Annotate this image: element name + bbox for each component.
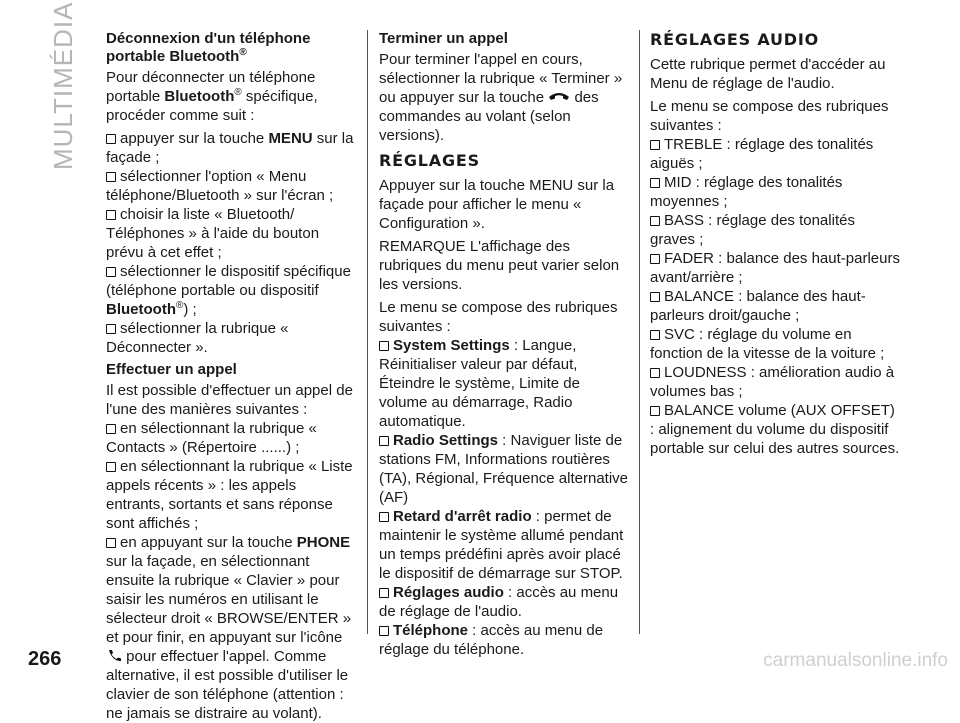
hang-up-icon xyxy=(548,90,570,102)
paragraph-end-call: Pour terminer l'appel en cours, sélectionner la rubrique « Terminer » ou appuyer sur la touche des commandes au volant (selon versions). xyxy=(379,51,623,144)
checkbox-bullet-icon xyxy=(106,462,116,472)
checkbox-bullet-icon xyxy=(650,368,660,378)
paragraph-menu: Le menu se compose des rubriques suivantes : xyxy=(650,98,889,134)
checkbox-bullet-icon xyxy=(106,324,116,334)
phone-call-icon xyxy=(106,649,122,661)
heading-end-call: Terminer un appel xyxy=(379,30,508,47)
checkbox-bullet-icon xyxy=(650,406,660,416)
checkbox-bullet-icon xyxy=(106,172,116,182)
checkbox-bullet-icon xyxy=(650,140,660,150)
list-item: sélectionner le dispositif spécifique (téléphone portable ou dispositif Bluetooth®) ; xyxy=(106,263,351,318)
list-item: Téléphone : accès au menu de réglage du téléphone. xyxy=(379,622,604,658)
checkbox-bullet-icon xyxy=(379,626,389,636)
list-item: Radio Settings : Naviguer liste de stations FM, Informations routières (TA), Régional, Fréquence alternative (AF) xyxy=(379,432,629,506)
heading-settings: RÉGLAGES xyxy=(379,151,480,170)
list-item: sélectionner la rubrique « Déconnecter ». xyxy=(106,320,289,356)
column-right xyxy=(650,30,900,458)
checkbox-bullet-icon xyxy=(106,424,116,434)
list-item: en sélectionnant la rubrique « Contacts » (Répertoire ......) ; xyxy=(106,420,317,456)
paragraph-audio: Cette rubrique permet d'accéder au Menu de réglage de l'audio. xyxy=(650,56,886,92)
checkbox-bullet-icon xyxy=(106,267,116,277)
checkbox-bullet-icon xyxy=(379,588,389,598)
section-side-label: MULTIMÉDIA xyxy=(48,1,78,170)
list-item: appuyer sur la touche MENU sur la façade ; xyxy=(106,130,354,166)
list-item: sélectionner l'option « Menu téléphone/Bluetooth » sur l'écran ; xyxy=(106,168,334,204)
checkbox-bullet-icon xyxy=(650,178,660,188)
heading-audio-settings: RÉGLAGES AUDIO xyxy=(650,30,820,49)
column-left xyxy=(106,30,356,723)
paragraph-disconnect: Pour déconnecter un téléphone portable Bluetooth® spécifique, procéder comme suit : xyxy=(106,69,318,124)
list-item: System Settings : Langue, Réinitialiser valeur par défaut, Éteindre le système, Limite de volume au démarrage, Radio automatique. xyxy=(379,337,580,430)
checkbox-bullet-icon xyxy=(379,512,389,522)
list-item: LOUDNESS : amélioration audio à volumes bas ; xyxy=(650,364,895,400)
list-item: SVC : réglage du volume en fonction de la vitesse de la voiture ; xyxy=(650,326,885,362)
paragraph-remark: REMARQUE L'affichage des rubriques du menu peut varier selon les versions. xyxy=(379,238,620,293)
list-item: TREBLE : réglage des tonalités aiguës ; xyxy=(650,136,874,172)
page-number: 266 xyxy=(28,648,62,670)
checkbox-bullet-icon xyxy=(650,330,660,340)
checkbox-bullet-icon xyxy=(650,254,660,264)
list-item: FADER : balance des haut-parleurs avant/arrière ; xyxy=(650,250,900,286)
heading-disconnect: Déconnexion d'un téléphone portable Bluetooth® xyxy=(106,30,311,65)
list-item: Réglages audio : accès au menu de réglage de l'audio. xyxy=(379,584,619,620)
checkbox-bullet-icon xyxy=(106,134,116,144)
list-item: BASS : réglage des tonalités graves ; xyxy=(650,212,855,248)
list-item: BALANCE : balance des haut-parleurs droit/gauche ; xyxy=(650,288,866,324)
column-divider xyxy=(367,30,368,634)
paragraph-settings: Appuyer sur la touche MENU sur la façade pour afficher le menu « Configuration ». xyxy=(379,177,615,232)
list-item: en sélectionnant la rubrique « Liste appels récents » : les appels entrants, sortants et sans réponse sont affichés ; xyxy=(106,458,353,532)
paragraph-make-call: Il est possible d'effectuer un appel de l'une des manières suivantes : xyxy=(106,382,353,418)
list-item: MID : réglage des tonalités moyennes ; xyxy=(650,174,843,210)
heading-make-call: Effectuer un appel xyxy=(106,361,237,378)
column-middle xyxy=(379,30,629,659)
list-item: choisir la liste « Bluetooth/ Téléphones » à l'aide du bouton prévu à cet effet ; xyxy=(106,206,320,261)
checkbox-bullet-icon xyxy=(650,216,660,226)
watermark: carmanualsonline.info xyxy=(763,650,948,671)
checkbox-bullet-icon xyxy=(379,436,389,446)
checkbox-bullet-icon xyxy=(650,292,660,302)
list-item: en appuyant sur la touche PHONE sur la façade, en sélectionnant ensuite la rubrique « Clavier » pour saisir les numéros en utilisant le sélecteur droit « BROWSE/ENTER » et pour finir, en appuyant sur l'icône pour effectuer l'appel. Comme alternative, il est possible d'utiliser le clavier de son téléphone (attention : ne jamais se distraire au volant). xyxy=(106,534,352,722)
checkbox-bullet-icon xyxy=(106,538,116,548)
column-divider xyxy=(639,30,640,634)
paragraph-menu: Le menu se compose des rubriques suivantes : xyxy=(379,299,618,335)
checkbox-bullet-icon xyxy=(106,210,116,220)
list-item: Retard d'arrêt radio : permet de maintenir le système allumé pendant un temps prédéfini après avoir placé le dispositif de démarrage sur STOP. xyxy=(379,508,624,582)
list-item: BALANCE volume (AUX OFFSET) : alignement du volume du dispositif portable sur celui des autres sources. xyxy=(650,402,900,457)
checkbox-bullet-icon xyxy=(379,341,389,351)
